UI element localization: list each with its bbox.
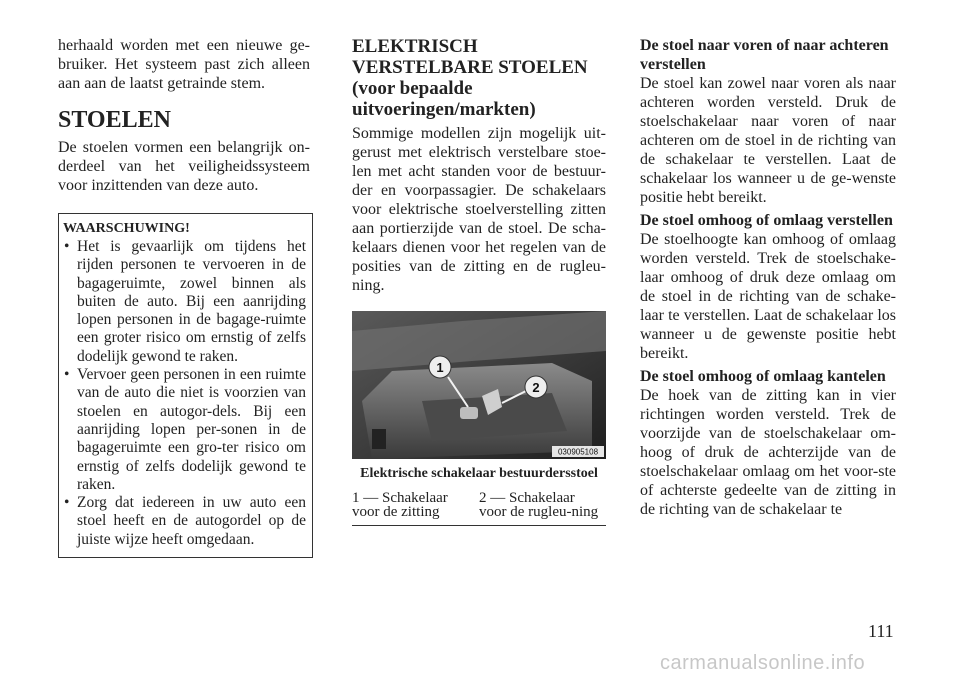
intro-paragraph: herhaald worden met een nieuwe ge-bruiker. Het systeem past zich alleen aan aan de laatst getrainde stem. [58, 37, 310, 92]
section-heading-stoelen: STOELEN [58, 107, 171, 133]
elektrisch-paragraph: Sommige modellen zijn mogelijk uit-gerust met elektrisch verstelbare stoe-len met acht standen voor de bestuur-der en voorpassagier. De schakelaars voor elektrische stoelverstelling zitten aan portierzijde van de stoel. De scha-kelaars dienen voor het regelen van de posities van de zitting en de rugleu-ning. [352, 125, 606, 294]
legend-item-1: 1 — Schakelaar voor de zitting [352, 490, 448, 520]
subheading-up-down: De stoel omhoog of omlaag verstellen [640, 212, 893, 229]
watermark: carmanualsonline.info [660, 652, 866, 674]
seat-switch-photo [352, 311, 606, 459]
warning-item: • Het is gevaarlijk om tijdens het rijden personen te vervoeren in de bagageruimte, zowel binnen als buiten de auto. Bij een aanrijding lopen personen in de bagage-ruimte een groter risico om ernstig of zelfs dodelijk gewond te raken. [63, 238, 306, 366]
callout-label-2: 2 [532, 380, 540, 395]
warning-item: • Vervoer geen personen in een ruimte van de auto die niet is voorzien van stoelen en autogor-dels. Bij een aanrijding lopen per-sonen in de bagageruimte een gro-ter risico om ernstig of zelfs dodelijk gewond te raken. [63, 366, 306, 494]
subheading-tilt: De stoel omhoog of omlaag kantelen [640, 368, 886, 385]
seat-switch-illustration [352, 311, 606, 459]
figure-legend [352, 491, 606, 526]
paragraph-up-down: De stoelhoogte kan omhoog of omlaag worden versteld. Trek de stoelschake-laar omhoog of druk deze omlaag om de stoel in de richting van de schake-laar te verstellen. Laat de schakelaar los wanneer u de gewenste positie hebt bereikt. [640, 231, 896, 362]
figure-caption: Elektrische schakelaar bestuurdersstoel [360, 466, 598, 481]
figure-code: 030905108 [557, 447, 599, 457]
paragraph-forward-back: De stoel kan zowel naar voren als naar achteren worden versteld. Druk de stoelschakelaar naar voren of naar achteren om de stoel in de richting van de schakelaar te verstellen. Laat de schakelaar los wanneer u de ge-wenste positie hebt bereikt. [640, 75, 896, 206]
subheading-forward-back: De stoel naar voren of naar achteren verstellen [640, 37, 889, 73]
section-heading-elektrisch: ELEKTRISCH VERSTELBARE STOELEN (voor bepaalde uitvoeringen/markten) [352, 36, 588, 120]
warning-list [63, 238, 306, 549]
middle-column [352, 36, 606, 526]
paragraph-tilt: De hoek van de zitting kan in vier richtingen worden versteld. Trek de voorzijde van de stoelschakelaar om-hoog of druk de achterzijde van de stoelschakelaar omlaag om het voor-ste of achterste gedeelte van de zitting in de richting van de schakelaar te [640, 387, 896, 518]
stoelen-paragraph: De stoelen vormen een belangrijk on-derdeel van het veiligheidssysteem voor inzittenden van deze auto. [58, 139, 310, 194]
warning-box [58, 213, 313, 558]
left-column [58, 36, 310, 558]
page-number: 111 [868, 621, 894, 641]
warning-title: WAARSCHUWING! [63, 221, 190, 236]
callout-label-1: 1 [436, 360, 444, 375]
warning-item: • Zorg dat iedereen in uw auto een stoel heeft en de autogordel op de juiste wijze heeft omgedaan. [63, 494, 306, 549]
right-column [640, 36, 896, 519]
legend-item-2: 2 — Schakelaar voor de rugleu-ning [479, 490, 599, 520]
